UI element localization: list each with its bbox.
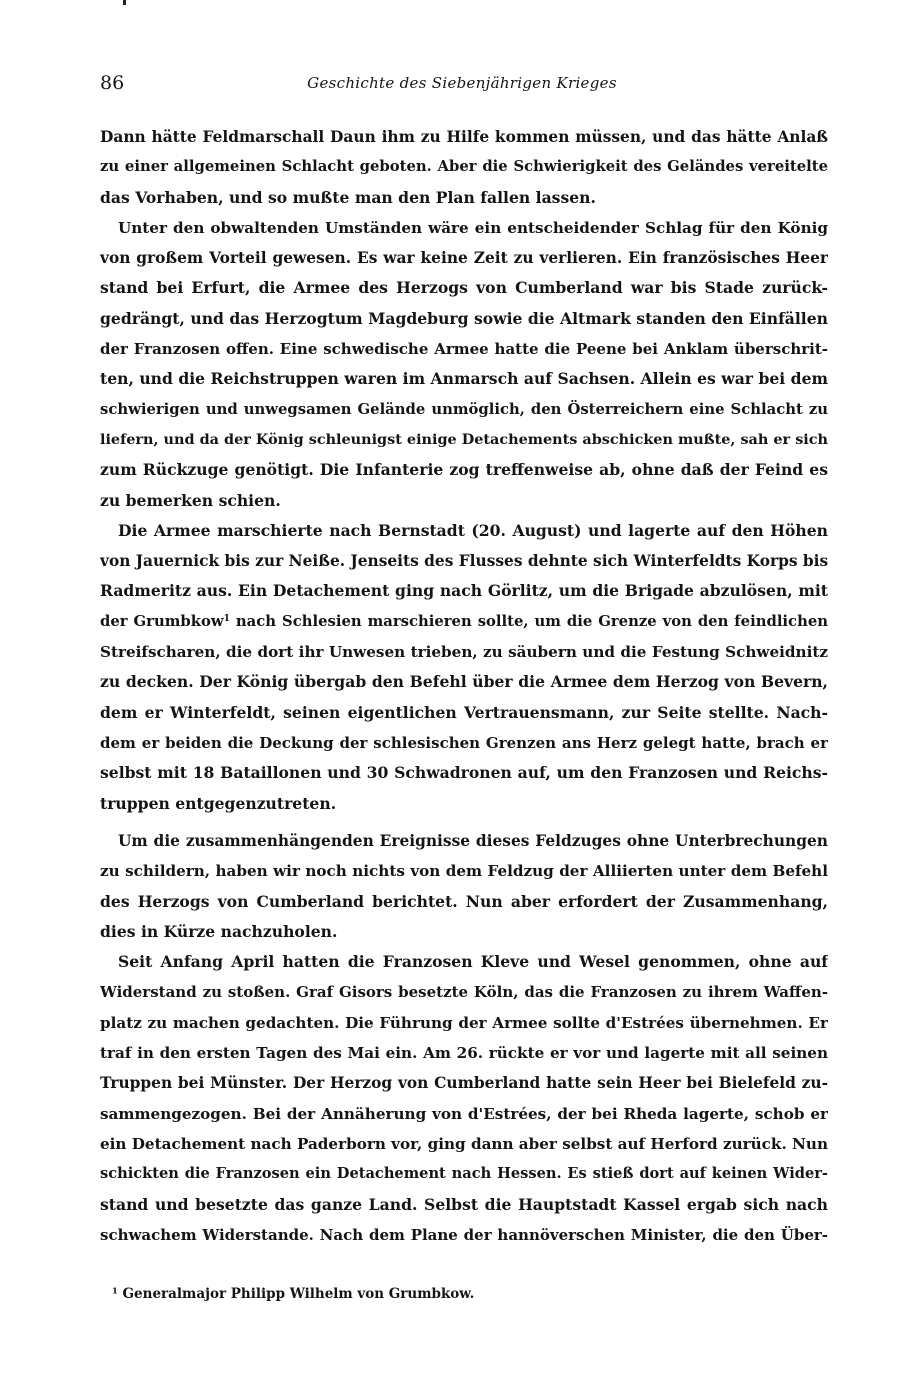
text-line: traf in den ersten Tagen des Mai ein. Am 26. rückte er vor und lagerte mit all seinen [100,1044,828,1063]
text-line: Truppen bei Münster. Der Herzog von Cumberland hatte sein Heer bei Bielefeld zu- [100,1074,828,1093]
text-line: das Vorhaben, und so mußte man den Plan fallen lassen. [100,187,596,207]
text-line: des Herzogs von Cumberland berichtet. Nun aber erfordert der Zusammenhang, [100,891,828,911]
text-line: schwierigen und unwegsamen Gelände unmöglich, den Österreichern eine Schlacht zu [100,400,828,418]
text-line: Streifscharen, die dort ihr Unwesen trieben, zu säubern und die Festung Schweidnitz [100,643,828,662]
text-line: Radmeritz aus. Ein Detachement ging nach Görlitz, um die Brigade abzulösen, mit [100,581,828,601]
text-line: zu schildern, haben wir noch nichts von dem Feldzug der Alliierten unter dem Befehl [100,862,828,881]
text-line: gedrängt, und das Herzogtum Magdeburg sowie die Altmark standen den Einfällen [100,308,828,328]
text-line: stand bei Erfurt, die Armee des Herzogs von Cumberland war bis Stade zurück- [100,278,828,298]
main-text-section-1 [100,122,828,819]
text-line: selbst mit 18 Bataillonen und 30 Schwadronen auf, um den Franzosen und Reichs- [100,763,828,783]
running-title: Geschichte des Siebenjährigen Krieges [307,74,617,92]
text-line: Die Armee marschierte nach Bernstadt (20. August) und lagerte auf den Höhen [118,520,828,540]
scan-mark [123,0,126,5]
text-line: dem er beiden die Deckung der schlesischen Grenzen ans Herz gelegt hatte, brach er [100,733,828,752]
text-line: stand und besetzte das ganze Land. Selbst die Hauptstadt Kassel ergab sich nach [100,1194,828,1214]
footnote-reference[interactable]: 1 [223,612,230,624]
footnote-text: Generalmajor Philipp Wilhelm von Grumbkow. [117,1286,475,1302]
text-line: sammengezogen. Bei der Annäherung von d'Estrées, der bei Rheda lagerte, schob er [100,1104,828,1123]
text-line: dies in Kürze nachzuholen. [100,921,338,941]
text-line: truppen entgegenzutreten. [100,793,337,813]
text-line: zu bemerken schien. [100,490,281,510]
text-segment: der Grumbkow [100,612,224,630]
text-line: dem er Winterfeldt, seinen eigentlichen Vertrauensmann, zur Seite stellte. Nach- [100,702,828,722]
text-line: Dann hätte Feldmarschall Daun ihm zu Hilfe kommen müssen, und das hätte Anlaß [100,128,828,146]
text-line: ein Detachement nach Paderborn vor, ging dann aber selbst auf Herford zurück. Nun [100,1134,828,1153]
page-header [100,72,824,102]
text-line: schwachem Widerstande. Nach dem Plane der hannöverschen Minister, die den Über- [100,1225,828,1244]
text-line: Um die zusammenhängenden Ereignisse dieses Feldzuges ohne Unterbrechungen [118,832,828,850]
text-line: Seit Anfang April hatten die Franzosen Kleve und Wesel genommen, ohne auf [118,952,828,972]
text-line-with-footnote [100,607,828,637]
text-line: zum Rückzuge genötigt. Die Infanterie zog treffenweise ab, ohne daß der Feind es [100,460,828,480]
text-line: Widerstand zu stoßen. Graf Gisors besetzte Köln, das die Franzosen zu ihrem Waffen- [100,983,828,1002]
text-line: von Jauernick bis zur Neiße. Jenseits des Flusses dehnte sich Winterfeldts Korps bis [100,552,828,571]
text-line: zu decken. Der König übergab den Befehl über die Armee dem Herzog von Bevern, [100,672,828,692]
text-line: von großem Vorteil gewesen. Es war keine Zeit zu verlieren. Ein französisches Heer [100,249,828,268]
footnote-marker: 1 [112,1285,118,1296]
text-line: zu einer allgemeinen Schlacht geboten. Aber die Schwierigkeit des Geländes vereitelte [100,158,828,176]
text-line: Unter den obwaltenden Umständen wäre ein entscheidender Schlag für den König [118,218,828,237]
text-line: liefern, und da der König schleunigst einige Detachements abschicken mußte, sah er sich [100,430,828,448]
text-segment: nach Schlesien marschieren sollte, um die Grenze von den feindlichen [229,612,828,630]
text-line: ten, und die Reichstruppen waren im Anmarsch auf Sachsen. Allein es war bei dem [100,369,828,389]
text-line: schickten die Franzosen ein Detachement nach Hessen. Es stieß dort auf keinen Wider- [100,1165,828,1183]
page-number: 86 [100,72,125,94]
footnote [112,1286,474,1302]
main-text-section-2 [100,826,828,1250]
text-line: platz zu machen gedachten. Die Führung der Armee sollte d'Estrées übernehmen. Er [100,1013,828,1032]
text-line: der Franzosen offen. Eine schwedische Armee hatte die Peene bei Anklam überschrit- [100,340,828,359]
